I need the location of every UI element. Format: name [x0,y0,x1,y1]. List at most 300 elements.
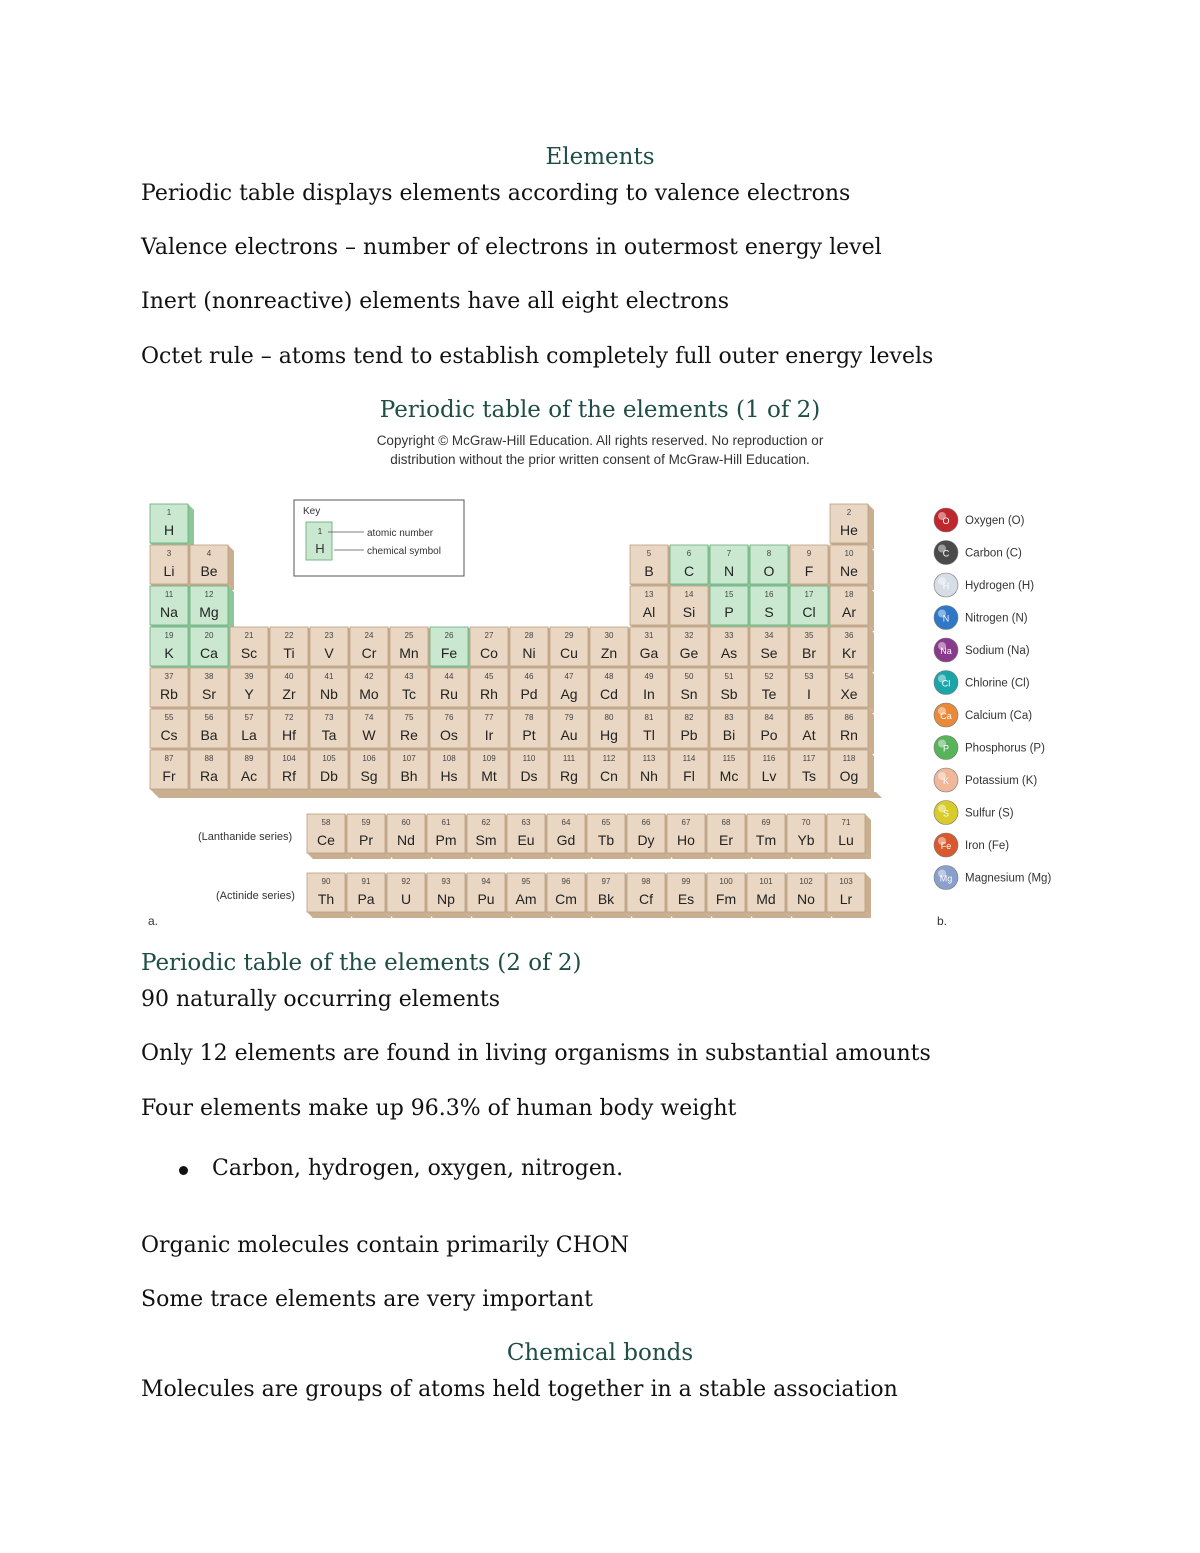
tile-bottom [547,912,591,918]
element-symbol: Hs [440,768,458,784]
atomic-number: 33 [724,631,734,640]
atomic-number: 43 [404,672,414,681]
atomic-number: 100 [719,877,733,886]
element-tile-ac [230,750,274,795]
element-symbol: Al [642,604,656,620]
atomic-number: 39 [244,672,254,681]
atomic-number: 98 [641,877,651,886]
element-symbol: No [797,891,815,907]
element-tile-o [750,545,794,590]
element-tile-cn [590,750,634,795]
paragraph-trace-elements: Some trace elements are very important [141,1287,593,1312]
atomic-number: 97 [601,877,611,886]
element-symbol: Pt [522,727,536,743]
element-tile-zr [270,668,314,713]
element-symbol: C [683,563,695,579]
atomic-number: 112 [602,754,616,763]
atomic-number: 79 [564,713,574,722]
element-symbol: I [807,686,811,702]
atomic-number: 108 [442,754,456,763]
tile-bottom [547,853,591,859]
tile-bottom [467,912,511,918]
element-tile-tc [390,668,434,713]
element-symbol: Gd [556,832,576,848]
element-symbol: Pb [680,727,698,743]
atomic-number: 61 [441,818,451,827]
tile-side [865,873,871,918]
atomic-number: 51 [724,672,734,681]
atomic-number: 118 [842,754,856,763]
tile-bottom [387,912,431,918]
element-symbol: Ts [802,768,816,784]
element-symbol: Rh [480,686,498,702]
element-tile-la [230,709,274,754]
element-tile-ho [667,814,711,859]
element-tile-li [150,545,194,590]
element-symbol: As [720,645,738,661]
atomic-number: 73 [324,713,334,722]
element-symbol: Db [320,768,338,784]
tile-bottom [630,789,674,795]
legend-entry-cl [934,671,1030,695]
element-symbol: B [644,563,654,579]
atomic-number: 15 [724,590,734,599]
atomic-number: 69 [761,818,771,827]
atomic-number: 57 [244,713,254,722]
element-tile-nd [387,814,431,859]
element-symbol: Kr [842,645,856,661]
atomic-number: 4 [206,549,212,558]
element-tile-pt [510,709,554,754]
element-tile-fr [150,750,194,795]
tile-bottom [707,853,751,859]
tile-side [868,668,874,713]
element-symbol: Te [761,686,777,702]
atomic-number: 40 [284,672,294,681]
element-symbol: Pr [359,832,373,848]
element-tile-ts [790,750,834,795]
atom-symbol: Mg [939,873,953,884]
element-tile-cr [350,627,394,672]
element-symbol: Lu [838,832,854,848]
atomic-number: 87 [164,754,174,763]
element-tile-sc [230,627,274,672]
element-symbol: Cd [600,686,618,702]
tile-bottom [667,853,711,859]
atomic-number: 19 [164,631,174,640]
atomic-number: 83 [724,713,734,722]
atomic-number: 47 [564,672,574,681]
atom-label: Phosphorus (P) [965,742,1045,755]
element-symbol: Nd [397,832,415,848]
legend-entry-o [934,508,1025,532]
element-symbol: At [802,727,816,743]
element-symbol: Pu [477,891,495,907]
element-tile-no [787,873,831,918]
atom-symbol: K [942,776,950,786]
element-symbol: W [362,727,376,743]
tile-bottom [787,853,831,859]
atom-label: Magnesium (Mg) [965,872,1052,885]
atom-symbol: N [942,613,950,624]
element-tile-es [667,873,711,918]
atomic-number: 59 [361,818,371,827]
element-tile-s [750,586,794,631]
element-tile-bh [390,750,434,795]
atomic-number: 26 [444,631,454,640]
element-symbol: Co [480,645,498,661]
element-tile-f [790,545,834,590]
element-symbol: Au [560,727,578,743]
element-symbol: Er [719,832,733,848]
element-tile-rb [150,668,194,713]
element-symbol: Ne [840,563,858,579]
element-tile-ds [510,750,554,795]
element-tile-mg [190,586,234,631]
element-tile-rf [270,750,314,795]
atomic-number: 10 [844,549,854,558]
element-symbol: Fe [440,645,458,661]
element-symbol: Nh [640,768,658,784]
key-sample-symbol: H [315,541,325,556]
atom-symbol: S [942,808,950,819]
element-tile-cm [547,873,591,918]
element-symbol: K [164,645,174,661]
element-symbol: Ar [842,604,856,620]
element-tile-rg [550,750,594,795]
atom-symbol: H [942,581,950,591]
atomic-number: 53 [804,672,814,681]
element-tile-pd [510,668,554,713]
element-symbol: Og [839,768,859,784]
element-tile-th [307,873,351,918]
element-tile-p [710,586,754,631]
element-symbol: Ce [317,832,335,848]
atomic-number: 111 [562,754,576,763]
tile-bottom [510,789,554,795]
atomic-number: 44 [444,672,454,681]
element-symbol: Ds [520,768,538,784]
atom-symbol: P [942,743,950,754]
element-symbol: Pm [435,832,457,848]
element-tile-os [430,709,474,754]
element-tile-am [507,873,551,918]
figure-title: Periodic table of the elements (1 of 2) [379,397,821,423]
copyright-line-1: Copyright © McGraw-Hill Education. All rights reserved. No reproduction or [376,433,824,448]
element-tile-sb [710,668,754,713]
atomic-number: 60 [401,818,411,827]
element-symbol: Mg [199,604,219,620]
element-tile-rn [830,709,874,754]
atomic-number: 91 [361,877,371,886]
legend-entry-p [934,736,1045,760]
atomic-number: 114 [682,754,696,763]
element-tile-fe [430,627,474,672]
tile-bottom [830,789,874,795]
element-symbol: Np [437,891,455,907]
element-symbol: Mc [719,768,739,784]
atomic-number: 103 [839,877,853,886]
element-symbol: La [241,727,257,743]
atomic-number: 25 [404,631,414,640]
element-tile-md [747,873,791,918]
element-symbol: Fl [683,768,695,784]
tile-bottom [590,789,634,795]
element-tile-tm [747,814,791,859]
element-symbol: Pd [520,686,538,702]
tile-bottom [190,789,234,795]
atomic-number: 28 [524,631,534,640]
tile-bottom [307,912,351,918]
atomic-number: 27 [484,631,494,640]
atomic-number: 48 [604,672,614,681]
element-tile-y [230,668,274,713]
element-tile-au [550,709,594,754]
element-symbol: H [163,522,175,538]
element-tile-tb [587,814,631,859]
element-tile-sn [670,668,714,713]
element-tile-gd [547,814,591,859]
tile-bottom [507,912,551,918]
atomic-number: 95 [521,877,531,886]
element-symbol: Sm [475,832,497,848]
tile-bottom [310,789,354,795]
atomic-number: 37 [164,672,174,681]
atomic-number: 11 [164,590,174,599]
element-tile-te [750,668,794,713]
atomic-number: 105 [322,754,336,763]
element-tile-dy [627,814,671,859]
tile-side [868,750,874,795]
element-symbol: Ga [639,645,659,661]
atom-symbol: O [942,516,950,526]
atomic-number: 65 [601,818,611,827]
element-symbol: Am [515,891,537,907]
element-symbol: Nb [320,686,338,702]
atomic-number: 22 [284,631,294,640]
element-symbol: Po [760,727,778,743]
element-tile-bi [710,709,754,754]
atomic-number: 46 [524,672,534,681]
element-tile-db [310,750,354,795]
atomic-number: 104 [282,754,296,763]
element-tile-lv [750,750,794,795]
element-symbol: Os [440,727,458,743]
atomic-number: 72 [284,713,294,722]
element-symbol: Br [802,645,816,661]
element-tile-eu [507,814,551,859]
element-symbol: Tb [597,832,615,848]
key-sample-number: 1 [317,527,323,536]
tile-side [868,586,874,631]
atomic-number: 81 [644,713,654,722]
tile-bottom [270,789,314,795]
element-tile-tl [630,709,674,754]
legend-entry-h [934,573,1034,597]
element-tile-ca [190,627,234,672]
atomic-number: 93 [441,877,451,886]
element-symbol: Pa [357,891,375,907]
element-tile-b [630,545,674,590]
element-symbol: Fm [715,891,737,907]
element-tile-xe [830,668,874,713]
element-symbol: Bk [597,891,615,907]
atom-color-legend [934,508,1051,890]
element-symbol: Xe [840,686,858,702]
atom-symbol: Fe [940,841,952,851]
element-tile-al [630,586,674,631]
element-symbol: Cu [560,645,578,661]
atomic-number: 68 [721,818,731,827]
element-symbol: Tc [402,686,416,702]
key-atomic-number-label: atomic number [367,528,434,539]
element-tile-re [390,709,434,754]
element-tile-he [830,504,874,549]
element-tile-si [670,586,714,631]
element-symbol: Zn [600,645,618,661]
element-symbol: Na [160,604,178,620]
table-key [294,500,464,576]
element-symbol: Ni [522,645,536,661]
element-tile-ba [190,709,234,754]
element-tile-rh [470,668,514,713]
tile-side [868,545,874,590]
element-tile-er [707,814,751,859]
element-symbol: Yb [797,832,815,848]
tile-bottom [827,853,871,859]
element-tile-sg [350,750,394,795]
element-symbol: F [804,563,814,579]
element-symbol: Sc [240,645,258,661]
atomic-number: 36 [844,631,854,640]
tile-bottom [467,853,511,859]
atom-symbol: Na [940,646,952,656]
tile-bottom [230,789,274,795]
element-symbol: Ca [200,645,218,661]
element-tile-na [150,586,194,631]
atomic-number: 113 [642,754,656,763]
tile-bottom [627,853,671,859]
element-symbol: Tm [755,832,777,848]
element-symbol: Tl [643,727,655,743]
element-symbol: Be [200,563,218,579]
atomic-number: 106 [362,754,376,763]
atom-label: Chlorine (Cl) [965,677,1030,690]
main-periodic-table [150,504,882,798]
atomic-number: 49 [644,672,654,681]
atomic-number: 13 [644,590,654,599]
element-symbol: Lv [761,768,777,784]
element-tile-cd [590,668,634,713]
atomic-number: 5 [646,549,652,558]
element-symbol: Rg [560,768,578,784]
tile-bottom [307,853,351,859]
element-tile-se [750,627,794,672]
element-tile-hf [270,709,314,754]
atomic-number: 109 [482,754,496,763]
paragraph-periodic-table: Periodic table displays elements according to valence electrons [141,181,851,206]
atom-label: Calcium (Ca) [965,710,1033,722]
element-symbol: Ac [240,768,258,784]
atomic-number: 84 [764,713,774,722]
element-symbol: Ti [283,645,295,661]
tile-side [228,545,234,590]
bullet-item-chon: Carbon, hydrogen, oxygen, nitrogen. [212,1156,624,1181]
atomic-number: 24 [364,631,374,640]
atomic-number: 29 [564,631,574,640]
panel-b-label: b. [937,914,948,928]
copyright-line-2: distribution without the prior written consent of McGraw-Hill Education. [390,452,810,467]
element-symbol: Rf [282,768,296,784]
atomic-number: 16 [764,590,774,599]
element-symbol: Ra [200,768,218,784]
atomic-number: 107 [402,754,416,763]
atomic-number: 116 [762,754,776,763]
element-symbol: Cs [160,727,178,743]
element-symbol: Bh [400,768,418,784]
atom-symbol: C [942,548,950,559]
atomic-number: 80 [604,713,614,722]
element-symbol: In [643,686,655,702]
atomic-number: 54 [844,672,854,681]
element-symbol: Sb [720,686,738,702]
element-tile-cf [627,873,671,918]
tile-bottom [827,912,871,918]
atomic-number: 96 [561,877,571,886]
element-symbol: O [763,563,775,579]
paragraph-octet-rule: Octet rule – atoms tend to establish completely full outer energy levels [141,344,934,369]
legend-entry-c [934,541,1022,565]
tile-bottom [427,912,471,918]
heading-elements: Elements [545,144,655,170]
element-tile-ga [630,627,674,672]
atomic-number: 110 [522,754,536,763]
copyright-notice [300,431,900,469]
atomic-number: 45 [484,672,494,681]
element-tile-as [710,627,754,672]
element-tile-v [310,627,354,672]
element-tile-mt [470,750,514,795]
panel-a-label: a. [148,914,159,928]
element-tile-cs [150,709,194,754]
element-symbol: S [764,604,774,620]
atomic-number: 90 [321,877,331,886]
element-tile-sm [467,814,511,859]
element-tile-np [427,873,471,918]
atomic-number: 64 [561,818,571,827]
tile-bottom [390,789,434,795]
element-tile-pr [347,814,391,859]
atomic-number: 78 [524,713,534,722]
element-symbol: Eu [517,832,535,848]
element-symbol: Sr [202,686,216,702]
element-tile-og [830,750,874,795]
tile-side [228,586,234,631]
tile-bottom [587,853,631,859]
atomic-number: 63 [521,818,531,827]
atomic-number: 56 [204,713,214,722]
element-tile-br [790,627,834,672]
element-symbol: Cf [639,891,653,907]
atomic-number: 1 [166,508,172,517]
atomic-number: 18 [844,590,854,599]
atom-label: Potassium (K) [965,775,1038,787]
element-symbol: Th [317,891,335,907]
element-tile-cu [550,627,594,672]
f-block-series [307,814,871,918]
atomic-number: 35 [804,631,814,640]
atom-label: Nitrogen (N) [965,612,1028,625]
